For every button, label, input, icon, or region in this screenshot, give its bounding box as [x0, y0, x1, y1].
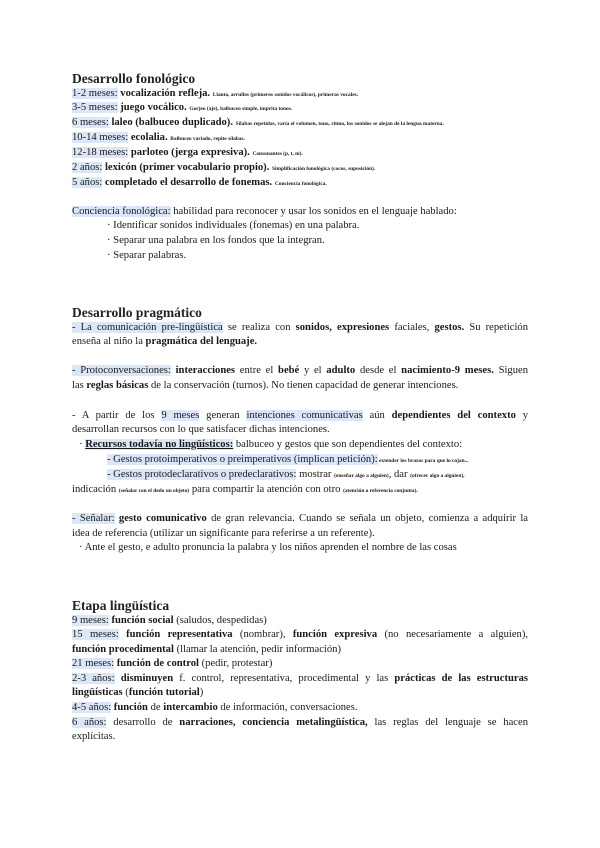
- paragraph-line: 2-3 años: disminuyen f. control, representativa, procedimental y las prácticas de las estructuras: [72, 673, 528, 684]
- section-title-linguistica: Etapa lingüística: [72, 598, 170, 613]
- milestone-line: 1-2 meses: vocalización refleja. Llanto, arrullos (primeros sonidos vocálicos), primeras vocales.: [72, 88, 359, 99]
- list-item: · Ante el gesto, e adulto pronuncia la palabra y los niños aprenden el nombre de las cosas: [79, 542, 457, 553]
- paragraph-line: desarrollan recursos con lo que satisfacer dichas intenciones.: [72, 424, 330, 435]
- paragraph-line: enseña al niño la pragmática del lenguaje.: [72, 336, 258, 347]
- list-item: - Gestos protodeclarativos o predeclarativos: mostrar (enseñar algo a alguien), dar (ofrecer algo a alguien),: [107, 469, 465, 480]
- paragraph-line: 4-5 años: función de intercambio de información, conversaciones.: [72, 702, 358, 713]
- paragraph-line: 21 meses: función de control (pedir, protestar): [72, 658, 273, 669]
- milestone-line: 10-14 meses: ecolalia. Balbuceo variado, repite sílabas.: [72, 132, 245, 143]
- paragraph-line: - A partir de los 9 meses generan intenciones comunicativas aún dependientes del contexto y: [72, 410, 528, 421]
- paragraph-line: - Protoconversaciones: interacciones entre el bebé y el adulto desde el nacimiento-9 meses. Siguen: [72, 365, 528, 376]
- paragraph-line: 15 meses: función representativa (nombrar), función expresiva (no necesariamente a alguien),: [72, 629, 528, 640]
- paragraph-line: 6 años: desarrollo de narraciones, conciencia metalingüística, las reglas del lenguaje se hacen: [72, 717, 528, 728]
- milestone-line: 2 años: lexicón (primer vocabulario propio). Simplificación fonológica (cocos, suposición).: [72, 162, 376, 173]
- list-item: · Separar palabras.: [107, 250, 187, 261]
- paragraph-line: explícitas.: [72, 731, 116, 742]
- list-item: · Recursos todavía no lingüísticos: balbuceo y gestos que son dependientes del contexto:: [79, 439, 463, 450]
- milestone-line: 3-5 meses: juego vocálico. Gorjeo (aje), balbuceo simple, imprita tonos.: [72, 102, 293, 113]
- paragraph-line: - La comunicación pre-lingüística se realiza con sonidos, expresiones faciales, gestos. Su repetición: [72, 322, 528, 333]
- milestone-line: 12-18 meses: parloteo (jerga expresiva). Consonantes (p, t, m).: [72, 147, 303, 158]
- milestone-line: 5 años: completado el desarrollo de fonemas. Conciencia fonológica.: [72, 177, 327, 188]
- section-title-fonologico: Desarrollo fonológico: [72, 71, 196, 86]
- section-title-pragmatico: Desarrollo pragmático: [72, 305, 202, 320]
- list-item: · Identificar sonidos individuales (fonemas) en una palabra.: [107, 220, 360, 231]
- paragraph-line: indicación (señalar con el dedo un objeto) para compartir la atención con otro (atención o referencia conjunta).: [72, 484, 418, 495]
- conciencia-definition: Conciencia fonológica: habilidad para reconocer y usar los sonidos en el lenguaje hablado:: [72, 206, 457, 217]
- paragraph-line: función procedimental (llamar la atención, pedir información): [72, 644, 341, 655]
- paragraph-line: 9 meses: función social (saludos, despedidas): [72, 615, 267, 626]
- milestone-line: 6 meses: laleo (balbuceo duplicado). Sílabas repetidas, varía el volumen, tono, ritmo, los sonidos se alejan de la lengua materna.: [72, 117, 444, 128]
- paragraph-line: lingüísticas (función tutorial): [72, 687, 204, 698]
- paragraph-line: las reglas básicas de la conservación (turnos). No tienen capacidad de generar intenciones.: [72, 380, 459, 391]
- paragraph-line: - Señalar: gesto comunicativo de gran relevancia. Cuando se señala un objeto, comienza a adquirir la: [72, 513, 528, 524]
- list-item: · Separar una palabra en los fondos que la integran.: [107, 235, 325, 246]
- paragraph-line: idea de referencia (utilizar un significante para referirse a un referente).: [72, 528, 375, 539]
- list-item: - Gestos protoimperativos o preimperativos (implican petición): extender los brazos para que lo cojan...: [107, 454, 469, 465]
